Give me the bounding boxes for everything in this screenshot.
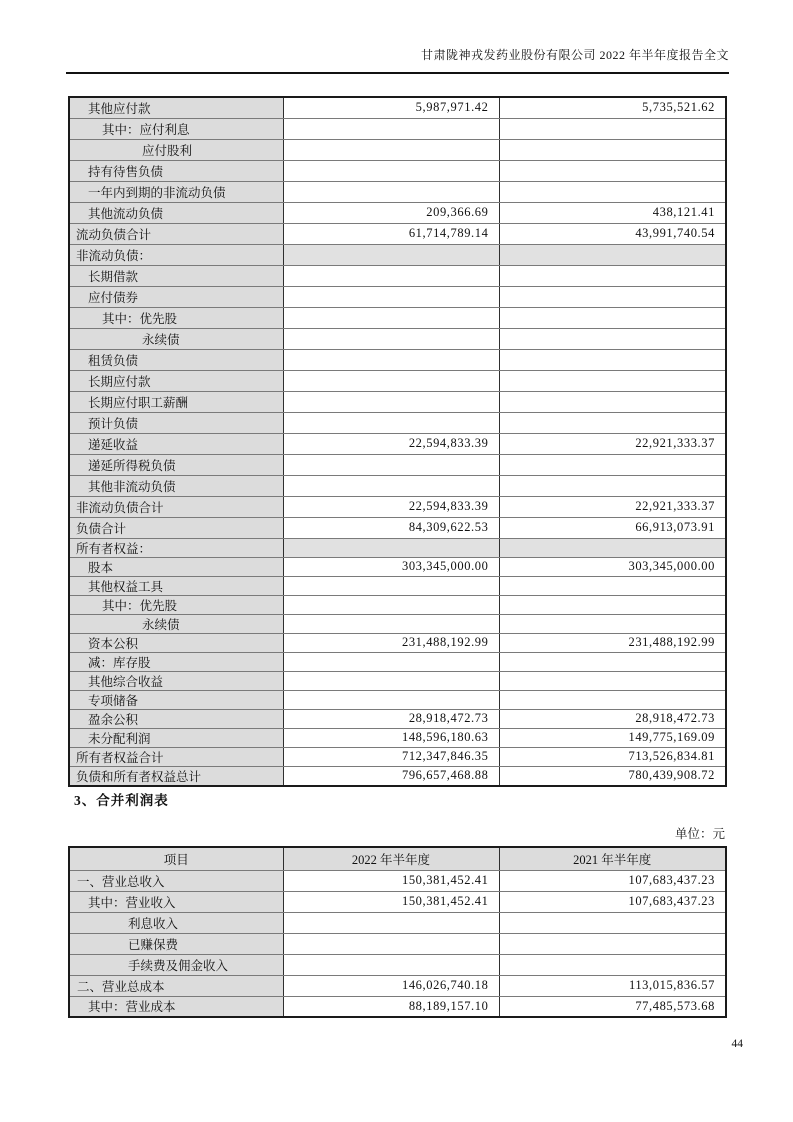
section-title: 3、合并利润表 <box>74 793 169 808</box>
report-header-title: 甘肃陇神戎发药业股份有限公司 2022 年半年度报告全文 <box>420 48 729 62</box>
value-2022: 150,381,452.41 <box>283 870 499 891</box>
table-row <box>69 912 726 933</box>
table-row <box>69 370 726 391</box>
value-2022 <box>283 576 499 595</box>
table-row <box>69 517 726 538</box>
column-header-2022: 2022 年半年度 <box>283 847 499 870</box>
row-label: 减：库存股 <box>69 652 283 671</box>
value-2021 <box>499 181 726 202</box>
row-label: 长期应付款 <box>69 370 283 391</box>
table-row <box>69 690 726 709</box>
row-label: 长期应付职工薪酬 <box>69 391 283 412</box>
table-row <box>69 139 726 160</box>
table-row <box>69 633 726 652</box>
row-label: 永续债 <box>69 328 283 349</box>
value-2021: 113,015,836.57 <box>499 975 726 996</box>
value-2022 <box>283 475 499 496</box>
column-header-item: 项目 <box>69 847 283 870</box>
value-2022 <box>283 912 499 933</box>
row-label: 其中：营业成本 <box>69 996 283 1017</box>
row-label: 一、营业总收入 <box>69 870 283 891</box>
row-label: 永续债 <box>69 614 283 633</box>
value-2021: 28,918,472.73 <box>499 709 726 728</box>
value-2022: 146,026,740.18 <box>283 975 499 996</box>
table-row <box>69 496 726 517</box>
value-2022 <box>283 286 499 307</box>
value-2021: 303,345,000.00 <box>499 557 726 576</box>
row-label: 非流动负债合计 <box>69 496 283 517</box>
page-number: 44 <box>731 1038 743 1050</box>
table-row <box>69 286 726 307</box>
value-2022 <box>283 307 499 328</box>
value-2021: 22,921,333.37 <box>499 496 726 517</box>
table-row <box>69 996 726 1017</box>
section-row <box>69 244 726 265</box>
row-label: 利息收入 <box>69 912 283 933</box>
table-row <box>69 671 726 690</box>
value-2021 <box>499 652 726 671</box>
row-label: 非流动负债： <box>69 244 283 265</box>
table-row <box>69 391 726 412</box>
value-2022 <box>283 933 499 954</box>
table-row <box>69 954 726 975</box>
value-2021: 438,121.41 <box>499 202 726 223</box>
value-2022 <box>283 614 499 633</box>
value-2021: 149,775,169.09 <box>499 728 726 747</box>
table-row <box>69 202 726 223</box>
row-label: 应付债券 <box>69 286 283 307</box>
row-label: 其他非流动负债 <box>69 475 283 496</box>
row-label: 未分配利润 <box>69 728 283 747</box>
row-label: 持有待售负债 <box>69 160 283 181</box>
value-2022 <box>283 265 499 286</box>
value-2022: 148,596,180.63 <box>283 728 499 747</box>
row-label: 二、营业总成本 <box>69 975 283 996</box>
value-2021: 22,921,333.37 <box>499 433 726 454</box>
income-statement-body <box>69 870 726 1017</box>
value-2022: 303,345,000.00 <box>283 557 499 576</box>
table-row <box>69 975 726 996</box>
balance-sheet-body <box>69 97 726 786</box>
row-label: 长期借款 <box>69 265 283 286</box>
value-2021: 77,485,573.68 <box>499 996 726 1017</box>
row-label: 递延所得税负债 <box>69 454 283 475</box>
value-2021 <box>499 475 726 496</box>
value-2021: 107,683,437.23 <box>499 870 726 891</box>
value-2022 <box>283 244 499 265</box>
value-2022 <box>283 181 499 202</box>
value-2022 <box>283 391 499 412</box>
value-2021 <box>499 454 726 475</box>
value-2021 <box>499 349 726 370</box>
value-2022 <box>283 690 499 709</box>
row-label: 其他权益工具 <box>69 576 283 595</box>
value-2022: 209,366.69 <box>283 202 499 223</box>
value-2021 <box>499 160 726 181</box>
value-2022: 5,987,971.42 <box>283 97 499 118</box>
value-2022: 231,488,192.99 <box>283 633 499 652</box>
value-2022: 84,309,622.53 <box>283 517 499 538</box>
value-2022 <box>283 328 499 349</box>
value-2021 <box>499 307 726 328</box>
row-label: 递延收益 <box>69 433 283 454</box>
balance-sheet-table <box>68 96 727 787</box>
table-row <box>69 576 726 595</box>
value-2021: 231,488,192.99 <box>499 633 726 652</box>
value-2022: 28,918,472.73 <box>283 709 499 728</box>
table-row <box>69 307 726 328</box>
row-label: 所有者权益合计 <box>69 747 283 766</box>
column-header-2021: 2021 年半年度 <box>499 847 726 870</box>
table-row <box>69 728 726 747</box>
value-2022: 712,347,846.35 <box>283 747 499 766</box>
row-label: 流动负债合计 <box>69 223 283 244</box>
value-2021 <box>499 286 726 307</box>
value-2022 <box>283 954 499 975</box>
table-row <box>69 933 726 954</box>
value-2021 <box>499 671 726 690</box>
table-row <box>69 160 726 181</box>
value-2022: 150,381,452.41 <box>283 891 499 912</box>
row-label: 负债和所有者权益总计 <box>69 766 283 786</box>
table-row <box>69 652 726 671</box>
table-row <box>69 614 726 633</box>
value-2022 <box>283 671 499 690</box>
table-row <box>69 870 726 891</box>
table-row <box>69 766 726 786</box>
value-2021 <box>499 595 726 614</box>
value-2022 <box>283 652 499 671</box>
value-2022 <box>283 454 499 475</box>
row-label: 应付股利 <box>69 139 283 160</box>
income-statement-header <box>69 847 726 870</box>
value-2021 <box>499 614 726 633</box>
row-label: 其中：优先股 <box>69 595 283 614</box>
value-2022 <box>283 370 499 391</box>
table-row <box>69 223 726 244</box>
row-label: 其中：营业收入 <box>69 891 283 912</box>
unit-label: 单位：元 <box>674 827 725 841</box>
value-2021: 780,439,908.72 <box>499 766 726 786</box>
value-2021 <box>499 412 726 433</box>
row-label: 其他流动负债 <box>69 202 283 223</box>
value-2022 <box>283 118 499 139</box>
value-2021 <box>499 370 726 391</box>
table-row <box>69 709 726 728</box>
section-row <box>69 538 726 557</box>
table-row <box>69 265 726 286</box>
table-row <box>69 97 726 118</box>
value-2021: 66,913,073.91 <box>499 517 726 538</box>
value-2022 <box>283 538 499 557</box>
value-2022 <box>283 160 499 181</box>
row-label: 租赁负债 <box>69 349 283 370</box>
row-label: 其中：应付利息 <box>69 118 283 139</box>
row-label: 手续费及佣金收入 <box>69 954 283 975</box>
value-2021: 713,526,834.81 <box>499 747 726 766</box>
value-2022: 22,594,833.39 <box>283 433 499 454</box>
row-label: 所有者权益： <box>69 538 283 557</box>
value-2021 <box>499 391 726 412</box>
value-2022: 22,594,833.39 <box>283 496 499 517</box>
table-row <box>69 118 726 139</box>
value-2022: 796,657,468.88 <box>283 766 499 786</box>
column-header-row <box>69 847 726 870</box>
value-2021: 43,991,740.54 <box>499 223 726 244</box>
table-row <box>69 891 726 912</box>
row-label: 专项储备 <box>69 690 283 709</box>
table-row <box>69 349 726 370</box>
value-2022 <box>283 349 499 370</box>
income-statement-table <box>68 846 727 1018</box>
table-row <box>69 595 726 614</box>
value-2021 <box>499 328 726 349</box>
row-label: 盈余公积 <box>69 709 283 728</box>
table-row <box>69 328 726 349</box>
value-2021 <box>499 139 726 160</box>
row-label: 其他综合收益 <box>69 671 283 690</box>
value-2022 <box>283 139 499 160</box>
value-2021 <box>499 118 726 139</box>
value-2021 <box>499 244 726 265</box>
row-label: 其中：优先股 <box>69 307 283 328</box>
table-row <box>69 454 726 475</box>
value-2022: 61,714,789.14 <box>283 223 499 244</box>
value-2021: 107,683,437.23 <box>499 891 726 912</box>
row-label: 一年内到期的非流动负债 <box>69 181 283 202</box>
table-row <box>69 181 726 202</box>
table-row <box>69 747 726 766</box>
page-header <box>66 46 729 74</box>
row-label: 其他应付款 <box>69 97 283 118</box>
table-row <box>69 433 726 454</box>
row-label: 股本 <box>69 557 283 576</box>
value-2021 <box>499 265 726 286</box>
value-2021: 5,735,521.62 <box>499 97 726 118</box>
table-row <box>69 557 726 576</box>
value-2021 <box>499 933 726 954</box>
value-2022: 88,189,157.10 <box>283 996 499 1017</box>
value-2021 <box>499 538 726 557</box>
row-label: 预计负债 <box>69 412 283 433</box>
value-2021 <box>499 576 726 595</box>
table-row <box>69 412 726 433</box>
value-2022 <box>283 412 499 433</box>
value-2022 <box>283 595 499 614</box>
value-2021 <box>499 690 726 709</box>
value-2021 <box>499 912 726 933</box>
row-label: 资本公积 <box>69 633 283 652</box>
value-2021 <box>499 954 726 975</box>
row-label: 负债合计 <box>69 517 283 538</box>
table-row <box>69 475 726 496</box>
row-label: 已赚保费 <box>69 933 283 954</box>
